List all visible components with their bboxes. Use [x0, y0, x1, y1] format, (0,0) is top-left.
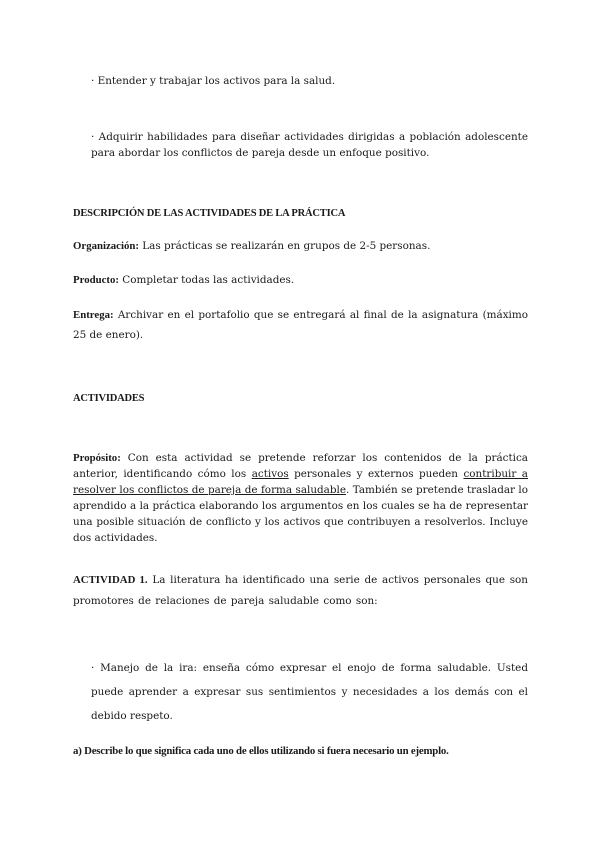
anger-management-bullet: · Manejo de la ira: enseña cómo expresar el enojo de forma saludable. Usted puede aprender a expresar sus sentimientos y necesidades a los demás con el debido respeto.: [91, 662, 528, 722]
purpose-text-3: . También se pretende trasladar lo aprendido a la práctica elaborando los argumentos en los cuales se ha de representar una posible situación de conflicto y los activos que contribuyen a resolverlos. Incluye dos actividades.: [73, 484, 528, 544]
purpose-text-1: Con esta actividad se pretende reforzar los contenidos de la práctica anterior, identificando cómo los: [73, 452, 528, 480]
organization-text: Las prácticas se realizarán en grupos de 2-5 personas.: [138, 240, 431, 252]
purpose-label: Propósito:: [73, 452, 121, 464]
activity-1-text: La literatura ha identificado una serie de activos personales que son promotores de relaciones de pareja saludable como son:: [73, 574, 528, 607]
section-heading-activities: ACTIVIDADES: [73, 393, 145, 404]
purpose-underline-contribuir: contribuir a resolver los conflictos de pareja de forma saludable: [73, 468, 528, 496]
purpose-underline-activos: activos: [251, 468, 289, 480]
section-heading-description: DESCRIPCIÓN DE LAS ACTIVIDADES DE LA PRÁCTICA: [73, 208, 346, 219]
purpose-paragraph: [73, 450, 528, 546]
product-paragraph: [73, 272, 528, 288]
activity-1-paragraph: [73, 570, 528, 612]
question-a: a) Describe lo que significa cada uno de ellos utilizando si fuera necesario un ejemplo.: [73, 745, 449, 757]
delivery-paragraph: [73, 305, 528, 345]
activity-1-label: ACTIVIDAD 1.: [73, 574, 148, 586]
organization-label: Organización:: [73, 240, 139, 252]
purpose-text-2: personales y externos pueden: [288, 468, 464, 480]
product-label: Producto:: [73, 274, 119, 286]
objective-bullet-2: · Adquirir habilidades para diseñar actividades dirigidas a población adolescente para abordar los conflictos de pareja desde un enfoque positivo.: [91, 131, 528, 159]
organization-paragraph: [73, 238, 528, 254]
delivery-label: Entrega:: [73, 309, 114, 321]
product-text: Completar todas las actividades.: [118, 274, 295, 286]
objective-bullet-1: · Entender y trabajar los activos para la salud.: [91, 75, 336, 87]
delivery-text: Archivar en el portafolio que se entregará al final de la asignatura (máximo 25 de enero).: [73, 309, 528, 341]
